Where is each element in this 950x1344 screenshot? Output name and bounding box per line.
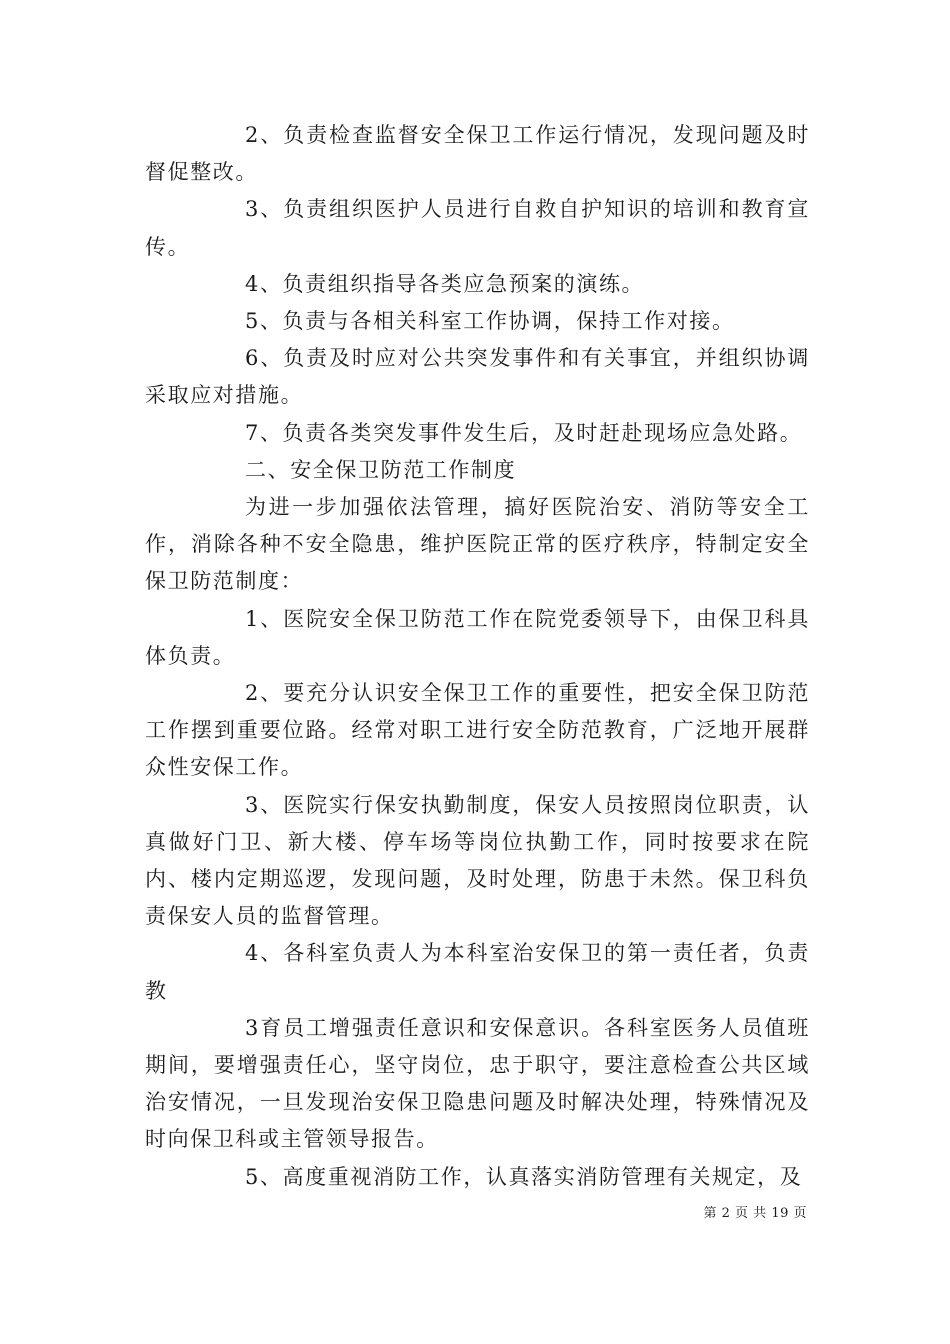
paragraph-rule-5: 5、高度重视消防工作，认真落实消防管理有关规定，及 xyxy=(245,1164,803,1189)
paragraph-rule-2: 2、要充分认识安全保卫工作的重要性，把安全保卫防范工作摆到重要位路。经常对职工进行安全防范教育，广泛地开展群众性安保工作。 xyxy=(145,681,810,780)
paragraph-duty-7: 7、负责各类突发事件发生后，及时赶赴现场应急处路。 xyxy=(245,420,803,445)
page-number-footer: 第 2 页 共 19 页 xyxy=(703,1206,807,1221)
paragraph-duty-3: 3、负责组织医护人员进行自救自护知识的培训和教育宣传。 xyxy=(145,197,810,259)
paragraph-duty-4: 4、负责组织指导各类应急预案的演练。 xyxy=(245,271,645,296)
paragraph-intro: 为进一步加强依法管理，搞好医院治安、消防等安全工作，消除各种不安全隐患，维护医院正常的医疗秩序，特制定安全保卫防范制度： xyxy=(145,495,810,594)
paragraph-rule-4-cont: 3育员工增强责任意识和安保意识。各科室医务人员值班期间，要增强责任心，坚守岗位，忠于职守，要注意检查公共区域治安情况，一旦发现治安保卫隐患问题及时解决处理，特殊情况及时向保卫科或主管领导报告。 xyxy=(145,1015,810,1152)
section-heading: 二、安全保卫防范工作制度 xyxy=(245,457,517,482)
paragraph-rule-4: 4、各科室负责人为本科室治安保卫的第一责任者，负责教 xyxy=(145,941,810,1003)
document-body xyxy=(145,117,810,1196)
paragraph-duty-2: 2、负责检查监督安全保卫工作运行情况，发现问题及时督促整改。 xyxy=(145,123,810,185)
paragraph-duty-5: 5、负责与各相关科室工作协调，保持工作对接。 xyxy=(245,309,735,334)
paragraph-duty-6: 6、负责及时应对公共突发事件和有关事宜，并组织协调采取应对措施。 xyxy=(145,346,810,408)
paragraph-rule-3: 3、医院实行保安执勤制度，保安人员按照岗位职责，认真做好门卫、新大楼、停车场等岗位执勤工作，同时按要求在院内、楼内定期巡逻，发现问题，及时处理，防患于未然。保卫科负责保安人员的监督管理。 xyxy=(145,792,810,929)
paragraph-rule-1: 1、医院安全保卫防范工作在院党委领导下，由保卫科具体负责。 xyxy=(145,606,810,668)
